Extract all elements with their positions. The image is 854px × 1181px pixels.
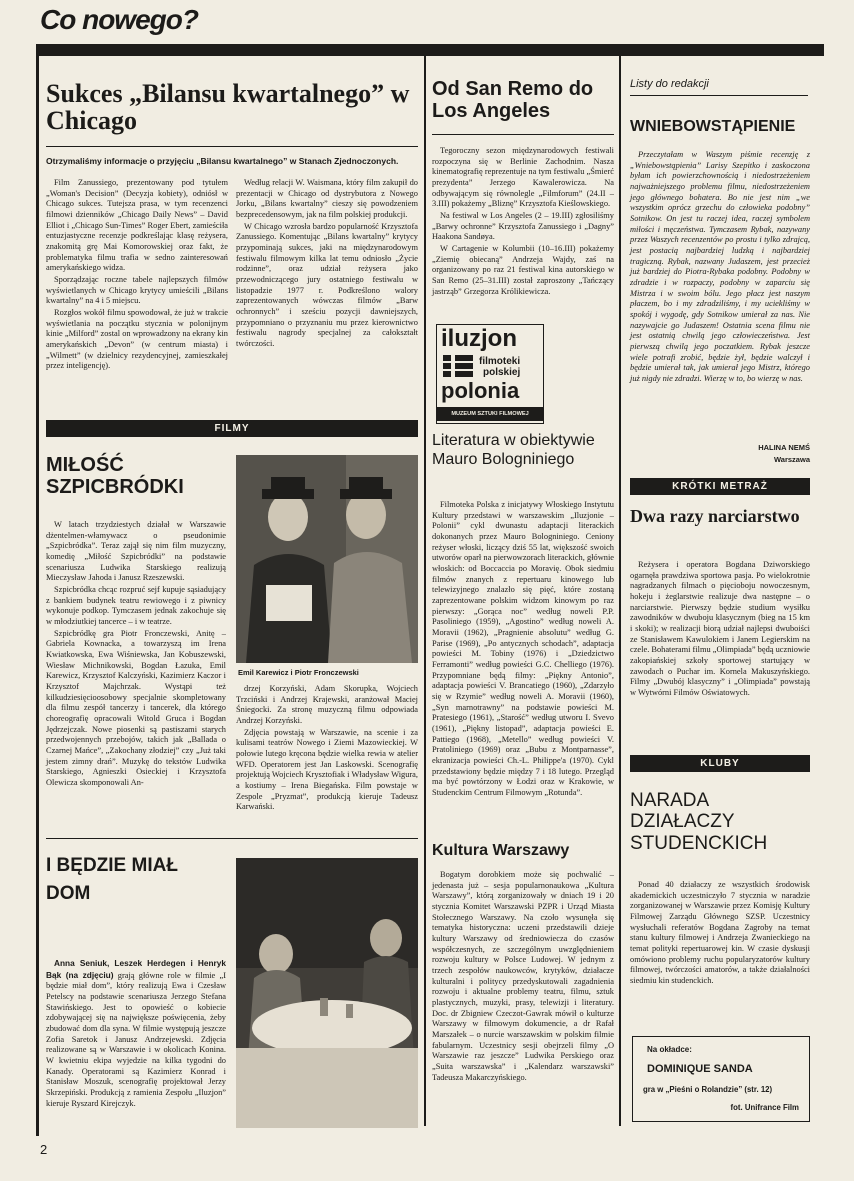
paragraph: W Chicago wzrosła bardzo popularność Krzysztofa Zanussiego. Komentując „Bilans kwartalny” krytycy przypominają sukces, jaki na międzynarodowym festiwalu filmowym kilka lat temu odniosło „Życie rodzinne”, oraz udział reżysera jako przewodniczącego jury ostatniego festiwalu w listopadzie 1977 r. Podkreślono walory zaprezentowanych wówczas filmów „Barw ochronnych” i sześciu pozycji dawniejszych, przypomniano o przyznaniu mu przez kierownictwo festiwalu nagrody specjalnej za całokształt twórczości. <box>236 221 418 349</box>
column-divider-2 <box>619 56 621 1126</box>
paragraph: Filmoteka Polska z inicjatywy Włoskiego Instytutu Kultury przedstawi w warszawskim „Iluzjonie – Polonii” cykl dwunastu adaptacji literackich dokonanych przez Mauro Bologniniego. Ceniony reżyser włoski, liczący dziś 55 lat, większość swoich utworów oparł na pierwowzorach literackich, głównie włoskich: od Boccaccia po Moravię. Obok siedmiu filmów znanych z repertuaru kinowego lub telewizyjnego znalazło się pięć, które zostaną zaprezentowane polskim widzom kinowym po raz pierwszy: „Gorąca noc” według noweli P.P. Pasoliniego (1959), „Agostino” według noweli A. Moravii (1962), „Pragnienie absolutu” według G. Parise (1969), „Po antycznych schodach”, adaptacja powieści M. Tobiny (1976) i „Dziedzictwo Ferramonti” według powieści G.C. Chelliego (1976). Przypomniane będą filmy: „Piękny Antonio”, adaptacja powieści V. Brancatiego (1960), „Zdarzyło się w Rzymie” według noweli A. Moravii (1960), „Syn marnotrawny” na podstawie powieści M. Pratesiego (1961), „Starość” według utworu I. Svevo (1961), „Piękny listopad”, adaptacja powieści E. Pattiego (1968), „Metello” według powieści V. Pratoliniego (1969) oraz „Bubu z Montparnasse”, ekranizacja powieści Ch.-L. Philippe'a (1970). Cykl przedstawiony będzie między 7 i 18 lutego. Przegląd ma być powtórzony w Łodzi oraz w Krakowie, w Studenckim Centrum Filmowym „Rotunda”. <box>432 500 614 798</box>
dom-lead: Anna Seniuk, Leszek Herdegen i Henryk Bąk (na zdjęciu) <box>46 958 226 980</box>
logo-line1: filmoteki <box>479 356 521 367</box>
sanremo-body <box>432 146 614 298</box>
column-divider-1 <box>424 56 426 1126</box>
masthead-title: Co nowego? <box>40 4 198 35</box>
dwa-razy-headline: Dwa razy narciarstwo <box>630 506 800 526</box>
section-bar-kluby: KLUBY <box>630 755 810 772</box>
paragraph: Rozgłos wokół filmu spowodował, że już w trakcie wyświetlania na początku stycznia w polonijnym kinie „Milford” zostal on wprowadzony na ekrany kin amerykańskich „Devon” (w centrum miasta) i „Wilmett” (w dzielnicy rezydencyjnej, zamieszkałej przez inteligencję). <box>46 308 228 371</box>
dom-headline: I BĘDZIE MIAŁ DOM <box>46 855 178 904</box>
letter-city: Warszawa <box>774 455 810 464</box>
cover-desc: gra w „Pieśni o Rolandzie” (str. 12) <box>643 1085 773 1094</box>
paragraph: Bogatym dorobkiem może się pochwalić – jedenasta już – sesja popularnonaukowa „Kultura Warszawy”, którą zorganizowały w dniach 19 i 20 stycznia Komitet Warszawski PZPR i Urząd Miasta Stołecznego Warszawy. Na czoło wysunęła się tematyka historyczna: uczeni przedstawili dzieje kultury Warszawy od średniowiecza do czasów współczesnych, ze szczególnym uwzględnieniem rozwoju kultury w Polsce Ludowej. W jednym z trzech zespołów naukowców, krytyków, działacze kulturalni i politycy przedyskutowali zagadnienia rozwoju i aktualne problemy teatru, filmu, sztuk plastycznych, muzyki, prasy, telewizji i literatury. Doc. dr Zbigniew Czeczot-Gawrak mówił o kulturze Warszawy w filmowym dokumencie, a dr Rafał Marszałek – o nurcie warszawskim w polskim filmie fabularnym. Uczestnicy sesji obejrzeli filmy „O Warszawie raz jeszcze” Ludwika Perskiego oraz „Suita warszawska” i „Kalendarz warszawski” Tadeusza Makarczyńskiego. <box>432 870 614 1082</box>
paragraph: W latach trzydziestych działał w Warszawie dżentelmen-włamywacz o pseudonimie „Szpicbródka”. Teraz zajął się nim film muzyczny, komedię „Miłość Szpicbródki” na podstawie scenariusza Ludwika Starskiego realizują Mieczysław Jahoda i Janusz Rzeszewski. <box>46 520 226 583</box>
section-bar-filmy: FILMY <box>46 420 418 437</box>
paragraph: Szpicbródka chcąc rozpruć sejf kupuje sąsiadujący z bankiem budynek teatru rewiowego i z piwnicy wykonuje podkop. Tymczasem jednak zakochuje się w młodziutkiej tancerce – i w teatrze. <box>46 585 226 627</box>
photo-karewicz-fronczewski <box>236 455 418 663</box>
photo-dom <box>236 858 418 1128</box>
section-bar-krotki-metraz: KRÓTKI METRAŻ <box>630 478 810 495</box>
milosc-headline: MIŁOŚĆ SZPICBRÓDKI <box>46 454 184 498</box>
narada-body <box>630 880 810 988</box>
dom-text: grają główne role w filmie „I będzie miał dom”, który realizują Ewa i Czesław Petelscy na podstawie scenariusza Jerzego Stefana Stawińskiego. Jest to opowieść o kobiecie zdobywającej się na największe poświęcenia, żeby zbudować dom dla syna. W filmie występują jeszcze Zofia Saretok i Janusz Andrzejewski. Zdjęcia realizowane są w Warszawie i w okolicach Konina. W kwietniu ekipa wyjedzie na kilka tygodni do Kanady. Operatorami są Kazimierz Konrad i Stanisław Moszuk, scenografię projektował Jerzy Skrzepiński. Produkcją z ramienia Zespołu „Iluzjon” kieruje Ryszard Kirejczyk. <box>46 970 227 1108</box>
chicago-body-right <box>236 178 418 351</box>
logo-museum: MUZEUM SZTUKI FILMOWEJ <box>437 407 543 421</box>
page-frame-left <box>36 56 39 1136</box>
paragraph: Na festiwal w Los Angeles (2 – 19.III) zgłosiliśmy „Barwy ochronne” Krzysztofa Zanussiego i „Dagny” Haakona Sandøya. <box>432 211 614 242</box>
milosc-caption: Emil Karewicz i Piotr Fronczewski <box>238 668 359 677</box>
chicago-rule <box>46 146 418 147</box>
photo-table-scene-icon <box>236 858 418 1128</box>
paragraph: Film Zanussiego, prezentowany pod tytułem „Woman's Decision” (Decyzja kobiety), odniósł w Chicago sukces. Tutejsza prasa, w tym recenzenci filmowi dzienników „Chicago Daily News” – David Elliot i „Chicago Sun-Times” Roger Ebert, zamieściła entuzjastyczne recenzje podkreślając klasę reżysera, znakomitą grę Mai Komorowskiej oraz fakt, że problematyka filmu trafia w sedno zainteresowań amerykańskiego widza. <box>46 178 228 273</box>
paragraph: Reżysera i operatora Bogdana Dziworskiego ogarnęła prawdziwa sportowa pasja. Po wielokrotnie nagradzanych filmach o pięcioboju nowoczesnym, hokeju i żeglarstwie realizuje dwa następne – o narciarstwie. Pierwszy będzie studium wysiłku zawodników w dwuboju klasycznym (bieg na 15 km i skoki); w realizacji biorą udział najlepsi dwuboiści ze Stanisławem Kawulokiem i Janem Legierskim na czele. Bohaterami filmu „Olimpiada” będą uczniowie zakopiańskiej szkoły sportowej startujący w zawodach o Puchar im. Kornela Makuszyńskiego. Filmy „Dwubój klasyczny” i „Olimpiada” powstają w Wytwórni Filmów Oświatowych. <box>630 560 810 698</box>
wniebowstapienie-headline: WNIEBOWSTĄPIENIE <box>630 118 796 135</box>
literatura-headline: Literatura w obiektywie Mauro Bologniniego <box>432 432 595 468</box>
chicago-headline: Sukces „Bilansu kwartalnego” w Chicago <box>46 79 410 136</box>
cover-credit: fot. Unifrance Film <box>730 1103 799 1112</box>
milosc-body-right <box>236 684 418 814</box>
cover-label: Na okładce: <box>647 1045 692 1054</box>
dom-body <box>46 958 226 1110</box>
literatura-body <box>432 500 614 800</box>
film-strip-icon <box>443 355 473 377</box>
listy-rule <box>630 95 808 96</box>
milosc-body-left <box>46 520 226 790</box>
masthead-rule <box>36 44 824 56</box>
dom-rule <box>46 838 418 839</box>
logo-name2: polonia <box>441 378 520 403</box>
logo-line2: polskiej <box>483 367 521 378</box>
sanremo-rule <box>432 134 614 135</box>
photo-figures-icon <box>236 455 418 663</box>
chicago-body-left <box>46 178 228 373</box>
kultura-headline: Kultura Warszawy <box>432 842 570 859</box>
letter-signature: HALINA NEMŚ <box>758 443 810 452</box>
chicago-lead: Otrzymaliśmy informacje o przyjęciu „Bilansu kwartalnego” w Stanach Zjednoczonych. <box>46 156 399 166</box>
paragraph: Według relacji W. Waismana, który film zakupił do prezentacji w Chicago od dystrybutora z Nowego Jorku, „Bilans kwartalny” cieszy się powodzeniem bezprecedensowym, jak na film polskiej produkcji. <box>236 178 418 220</box>
cover-name: DOMINIQUE SANDA <box>647 1063 753 1075</box>
kultura-body <box>432 870 614 1084</box>
logo-name: iluzjon <box>441 325 517 352</box>
dwa-razy-body <box>630 560 810 700</box>
narada-headline: NARADA DZIAŁACZY STUDENCKICH <box>630 790 768 854</box>
cover-box <box>632 1036 810 1122</box>
paragraph: Szpicbródkę gra Piotr Fronczewski, Anitę – Gabriela Kownacka, a towarzyszą im Irena Kwiatkowska, Ewa Wiśniewska, Jan Kobuszewski, Wiesław Michnikowski, Bogdan Łazuka, Emil Karewicz, Krzysztof Kalczyński, Kazimierz Kaczor i Krzysztof Majchrzak. Wystąpi też kilkudziesięcioosobowy specjalnie skompletowany dla filmu zespół tancerzy i tancerek, dla którego choreografię opracowali Witold Gruca i Bogdan Jędrzejczak. Nowe piosenki są pastiszami starych przedwojennych przebojów, takich jak „Ballada o Czarnej Mańce”, „Zakochany złodziej” czy „Już taki jestem zimny drań”. Muzykę do tekstów Ludwika Starskiego, Agnieszki Osieckiej i Krzysztofa Olewicza skomponowali An- <box>46 628 226 788</box>
paragraph: Sporządzając roczne tabele najlepszych filmów wyświetlanych w Chicago krytycy umieścili „Bilans kwartalny” na 4 i 5 miejscu. <box>46 275 228 306</box>
paragraph: drzej Korzyński, Adam Skorupka, Wojciech Trzciński i Andrzej Krajewski, aranżował Maciej Śniegocki. Za stronę muzyczną filmu odpowiada Andrzej Korzyński. <box>236 684 418 726</box>
paragraph: Tegoroczny sezon międzynarodowych festiwali rozpoczyna się w Berlinie Zachodnim. Nasza kinematografię reprezentuje na tym festiwalu „Śmierć prezydenta” Jerzego Kawalerowicza. Na odbywającym się równolegle „Filmforum” (24.II – 3.III) pokażemy „Bliznę” Krzysztofa Kieślowskiego. <box>432 146 614 209</box>
listy-label: Listy do redakcji <box>630 78 709 90</box>
paragraph: Zdjęcia powstają w Warszawie, na scenie i za kulisami teatrów Nowego i Ziemi Mazowieckiej. W połowie lutego kręcona będzie wielka rewia w atelier WFD. Operatorem jest Jan Laskowski. Scenografię projektują Wojciech Krysztofiak i Władysław Wigura, a kostiumy – Irena Biegańska. Film powstaje w Zespole „Pryzmat”, produkcją kieruje Tadeusz Karwański. <box>236 727 418 812</box>
paragraph: Ponad 40 działaczy ze wszystkich środowisk akademickich uczestniczyło 7 stycznia w naradzie zorganizowanej w Warszawie przez Komisję Kultury Filmowej Zarządu Głównego SZSP. Uczestnicy wysłuchali referatów Bogdana Zagroby na temat stanu kultury filmowej i Andrzeja Zwanieckiego na temat polityki repertuarowej kin. W czasie dyskusji omówiono problemy ruchu popularyzatorów kultury filmowej, twórczości amatorów, a także działalności siedmiu kin studenckich. <box>630 880 810 986</box>
iluzjon-logo <box>436 324 544 424</box>
paragraph: Przeczytałam w Waszym piśmie recenzję z „Wniebowstąpienia” Larisy Szepitko i zaskoczona byłam ich powierzchownością i niedostrzeżeniem najważniejszego problemu filmu, niedostrzeżeniem jego głównego bohatera. Bo nie jest nim „we wszystkim oprócz grzechu do człowieka podobny” Sotnikow. On jest tu raczej idea, raczej symbolem miłości i męczeństwa. Tymczasem Rybak, nazywany przez Waszych recenzentów po prostu i tylko zdrajcą, jest postacią najbardziej ludzką i najbardziej tragiczną. Rybak, nazwany Judaszem, jest przecież już bardziej do Piotra-Rybaka podobny. Podobny w zdradzie i w rozpaczy, podobny w zaparciu się Mistrza i w swoim bólu. Jego płacz jest naszym płaczem, bo i my zdradziliśmy, i my uciekliśmy w spokój i wygodę, gdy Sotnikow umierał za nas. Nie nazywajcie go Judaszem! Ostatnia scena filmu nie jest ostatnią chwilą jego człowieczeństwa. Jest pierwszą chwilą jego poczatkiem. Rybak jeszcze wiele potrafi zrobić, będzie żył, będzie walczył i będzie umierał tak, jak umierał jego Mistrz, którego już nigdy nie zdradzi. Wierzę w to, bo wierzę w nas. <box>630 150 810 384</box>
paragraph: W Cartagenie w Kolumbii (10–16.III) pokażemy „Ziemię obiecaną” Andrzeja Wajdy, zaś na organizowany po raz 21 festiwal kina autorskiego w San Remo (25–31.III) został zaproszony „Tańczący jastrząb” Grzegorza Królikiewicza. <box>432 244 614 296</box>
sanremo-headline: Od San Remo do Los Angeles <box>432 78 594 122</box>
letter-body <box>630 150 810 386</box>
page-number: 2 <box>40 1142 48 1157</box>
